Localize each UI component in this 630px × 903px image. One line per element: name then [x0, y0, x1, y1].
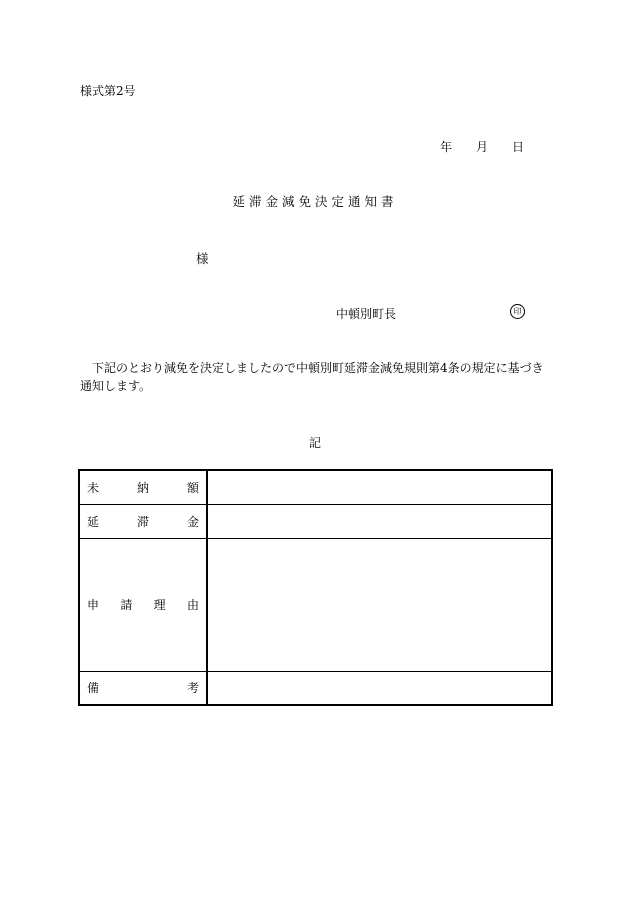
form-number: 様式第2号	[80, 84, 136, 98]
date-line	[440, 138, 524, 155]
detail-table	[78, 469, 553, 706]
late-fee-label: 延 滞 金	[79, 504, 207, 538]
sender-name: 中頓別町長	[336, 307, 397, 321]
table-row-late-fee	[79, 504, 552, 538]
day-label: 日	[512, 140, 525, 154]
table-row-remarks	[79, 671, 552, 705]
recipient-honorific: 様	[196, 251, 209, 266]
ki-heading: 記	[308, 436, 321, 450]
document-title: 延滞金減免決定通知書	[232, 194, 398, 209]
body-text: 下記のとおり減免を決定しましたので中頓別町延滞金減免規則第4条の規定に基づき通知します。	[80, 361, 544, 393]
unpaid-amount-label: 未 納 額	[79, 470, 207, 504]
month-label: 月	[476, 140, 489, 154]
year-label: 年	[440, 140, 453, 154]
table-row-reason	[79, 538, 552, 671]
application-reason-label: 申 請 理 由	[79, 538, 207, 671]
seal-mark: 印	[510, 304, 525, 319]
late-fee-value	[207, 504, 552, 538]
remarks-value	[207, 671, 552, 705]
remarks-label: 備 考	[79, 671, 207, 705]
unpaid-amount-value	[207, 470, 552, 504]
application-reason-value	[207, 538, 552, 671]
table-row-unpaid	[79, 470, 552, 504]
